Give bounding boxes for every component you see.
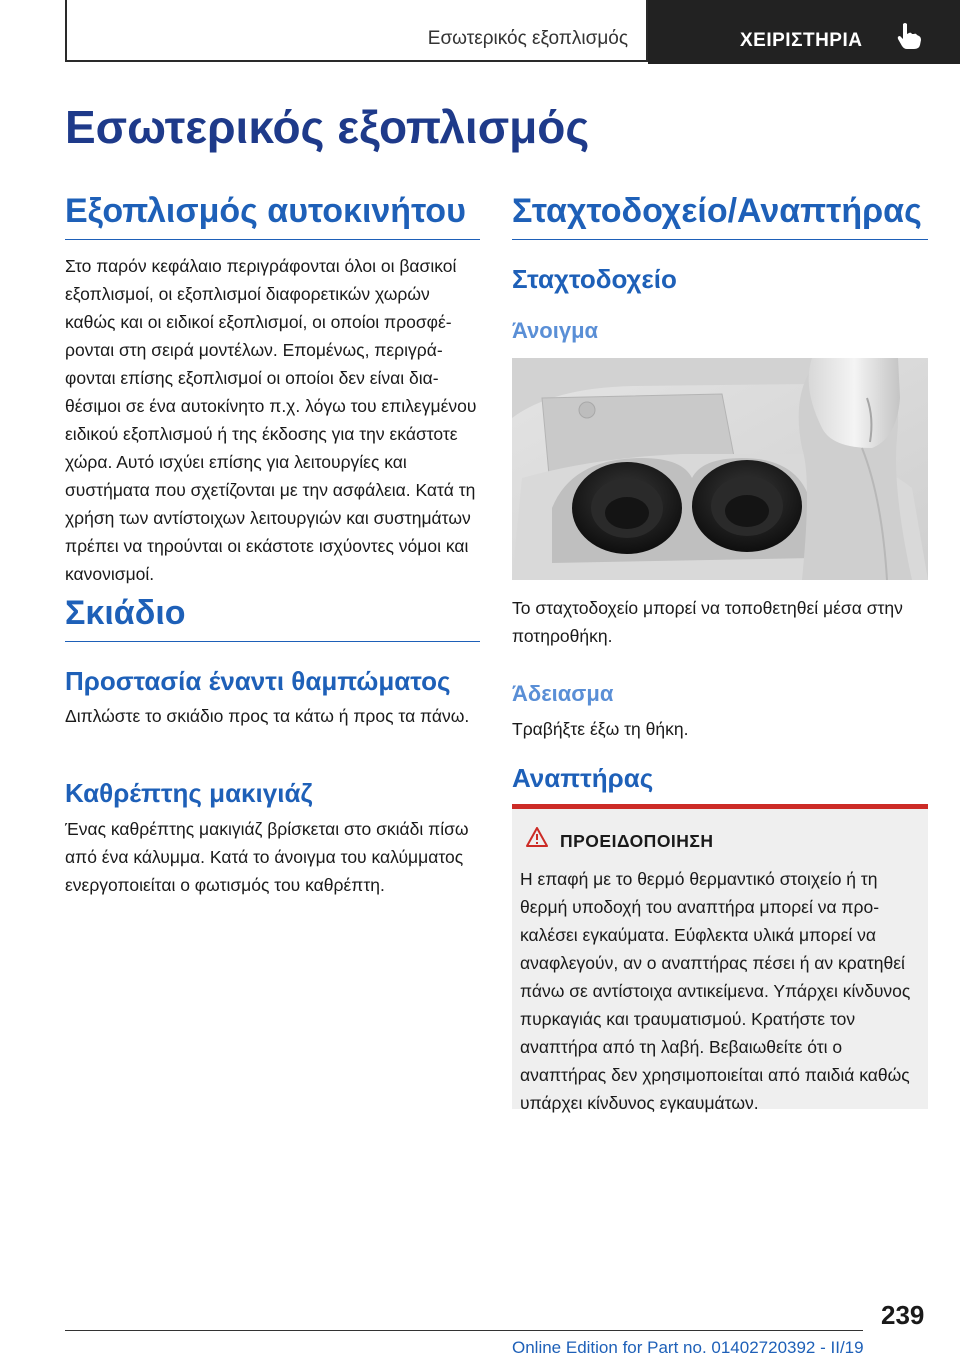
vehicle-equipment-text: Στο παρόν κεφάλαιο περιγράφονται όλοι οι βασικοί εξοπλισμοί, οι εξοπλισμοί διαφορετικών χωρών καθώς και οι ειδικοί εξοπλισμοί, οι οποίοι προσφέρονται στη σειρά μοντέλων. Επομένως, περιγράφονται επίσης εξοπλισμοί οι οποίοι δεν είναι διαθέσιμοι σε ένα αυτοκίνητο π.χ. λόγω του επιλεγμένου ειδικού εξοπλισμού ή της έκδοσης για την εκάστοτε χώρα. Αυτό ισχύει επίσης για λειτουργίες και συστήματα που σχετίζονται με την ασφάλεια. Κατά τη χρήση των αντίστοιχων λειτουργιών και συστημάτων πρέπει να τηρούνται οι εκάστοτε ισχύοντες νόμοι και κανονισμοί.: [65, 256, 477, 584]
header-part: ΧΕΙΡΙΣΤΗΡΙΑ: [740, 30, 863, 51]
header-part-box: [648, 0, 960, 64]
ashtray-opening-text: Το σταχτοδοχείο μπορεί να τοποθετηθεί μέσα στην ποτηροθήκη.: [512, 598, 903, 646]
page-title: Εσωτερικός εξοπλισμός: [65, 101, 590, 153]
header-chapter-box: [65, 0, 648, 62]
cupholder-ashtray-photo: [512, 358, 928, 580]
cupholder-ashtray-illustration: [512, 358, 928, 580]
warning-box: [512, 809, 928, 1113]
warning-text: Η επαφή με το θερμό θερμαντικό στοιχείο ή τη θερμή υποδοχή του αναπτήρα μπορεί να προκαλέσει εγκαύματα. Εύφλεκτα υλικά μπορεί να αναφλεγούν, αν ο αναπτήρας πέσει ή αν κρατηθεί πάνω σε αντίστοιχα αντικείμενα. Υπάρχει κίνδυνος πυρκαγιάς και τραυματισμού. Κρατήστε τον αναπτήρα από τη λαβή. Βεβαιωθείτε ότι ο αναπτήρας δεν χρησιμοποιείται από παιδιά καθώς υπάρχει κίνδυνος εγκαυμάτων.: [520, 869, 911, 1113]
subsection-title-opening: Άνοιγμα: [512, 318, 599, 343]
subsection-title-lighter: Αναπτήρας: [512, 763, 654, 793]
hand-pointer-icon: [896, 22, 922, 50]
footer-divider: [65, 1330, 863, 1331]
footer-edition: Online Edition for Part no. 01402720392 - II/19: [512, 1338, 864, 1357]
warning-title: ΠΡΟΕΙΔΟΠΟΙΗΣΗ: [560, 831, 714, 851]
ashtray-emptying-text: Τραβήξτε έξω τη θήκη.: [512, 719, 689, 739]
warning-triangle-icon: [526, 827, 548, 847]
page-number: 239: [881, 1300, 925, 1330]
glare-protection-text: Διπλώστε το σκιάδιο προς τα κάτω ή προς τα πάνω.: [65, 706, 470, 726]
subsection-title-glare-protection: Προστασία έναντι θαμπώματος: [65, 666, 451, 696]
section-title-ashtray-lighter: Σταχτοδοχείο/Αναπτήρας: [512, 192, 928, 240]
header-chapter: Εσωτερικός εξοπλισμός: [427, 28, 628, 49]
subsection-title-ashtray: Σταχτοδοχείο: [512, 264, 677, 294]
subsection-title-emptying: Άδειασμα: [512, 681, 614, 706]
section-title-vehicle-equipment: Εξοπλισμός αυτοκινήτου: [65, 192, 480, 240]
subsection-title-vanity-mirror: Καθρέπτης μακιγιάζ: [65, 778, 313, 808]
vanity-mirror-text: Ένας καθρέπτης μακιγιάζ βρίσκεται στο σκιάδι πίσω από ένα κάλυμμα. Κατά το άνοιγμα του καλύμματος ενεργοποιείται ο φωτισμός του καθρέπτη.: [65, 819, 469, 895]
section-title-sun-visor: Σκιάδιο: [65, 594, 480, 642]
